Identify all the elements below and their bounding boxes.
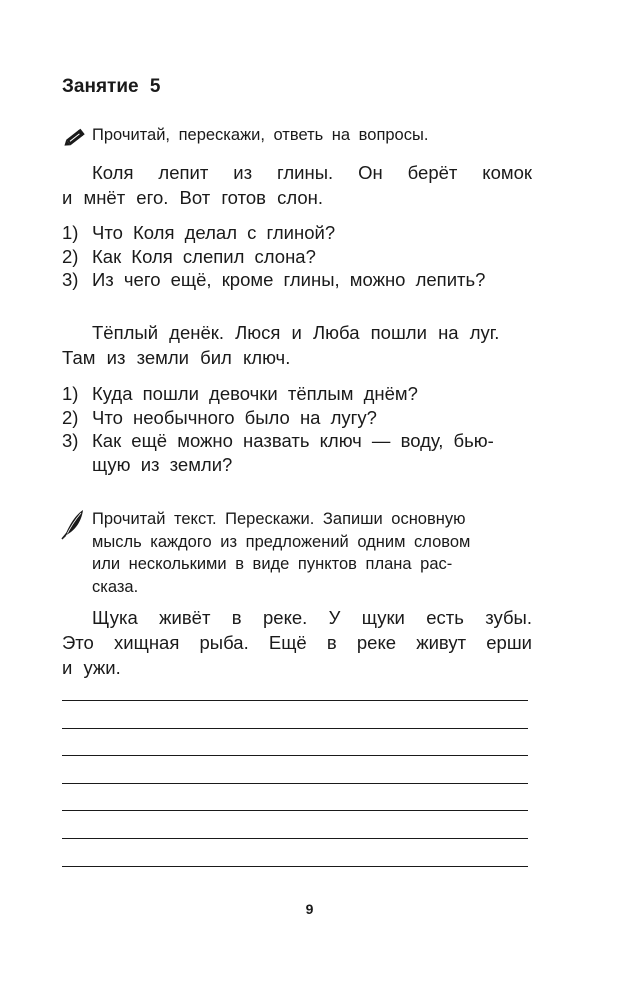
story-text-2: [62, 320, 532, 370]
question-number: 3): [62, 430, 79, 451]
question-number: 2): [62, 245, 79, 267]
story-text-3: [62, 605, 532, 680]
question-item: [62, 245, 542, 269]
writing-line[interactable]: [62, 755, 528, 756]
question-item: [62, 406, 542, 430]
instruction-line: мысль каждого из предложений одним словом: [92, 532, 471, 551]
question-text: Из чего ещё, кроме глины, можно лепить?: [92, 269, 486, 290]
question-number: 1): [62, 383, 79, 404]
story-line: Там из земли бил ключ.: [62, 347, 291, 368]
story-line: Это хищная рыба. Ещё в реке живут ерши: [62, 632, 532, 653]
story-text-1: [62, 160, 532, 210]
writing-line[interactable]: [62, 783, 528, 784]
writing-line[interactable]: [62, 866, 528, 867]
question-item: [62, 382, 542, 406]
instruction-line: Прочитай, перескажи, ответь на вопросы.: [92, 126, 429, 144]
question-text: Как Коля слепил слона?: [92, 245, 316, 267]
quill-feather-icon: [60, 508, 86, 540]
question-item: [62, 429, 542, 453]
question-text: Как ещё можно назвать ключ — воду, бью-: [92, 430, 494, 451]
question-continuation: щую из земли?: [92, 453, 233, 475]
writing-line[interactable]: [62, 810, 528, 811]
question-item: [62, 221, 542, 245]
story-line: и мнёт его. Вот готов слон.: [62, 187, 323, 208]
question-text: Куда пошли девочки тёплым днём?: [92, 383, 418, 404]
lesson-title: Занятие 5: [62, 76, 161, 97]
instruction-line: сказа.: [92, 577, 139, 596]
exercise2-instruction: [92, 508, 532, 598]
question-item: [62, 268, 542, 292]
story-line: и ужи.: [62, 657, 121, 678]
page-number: 9: [305, 901, 314, 917]
question-text: Что Коля делал с глиной?: [92, 222, 336, 243]
story-line: Коля лепит из глины. Он берёт комок: [92, 162, 532, 183]
writing-line[interactable]: [62, 700, 528, 701]
writing-line[interactable]: [62, 728, 528, 729]
story-line: Тёплый денёк. Люся и Люба пошли на луг.: [92, 322, 500, 343]
question-number: 2): [62, 406, 79, 428]
question-number: 3): [62, 269, 79, 290]
exercise1-instruction: [92, 124, 532, 147]
question-text: Что необычного было на лугу?: [92, 406, 377, 428]
question-number: 1): [62, 222, 79, 243]
instruction-line: или несколькими в виде пунктов плана рас-: [92, 555, 453, 573]
questions-list-2: [62, 382, 542, 476]
writing-line[interactable]: [62, 838, 528, 839]
story-line: Щука живёт в реке. У щуки есть зубы.: [92, 607, 532, 628]
questions-list-1: [62, 221, 542, 292]
instruction-line: Прочитай текст. Перескажи. Запиши основную: [92, 510, 466, 528]
pencil-icon: [62, 126, 88, 150]
